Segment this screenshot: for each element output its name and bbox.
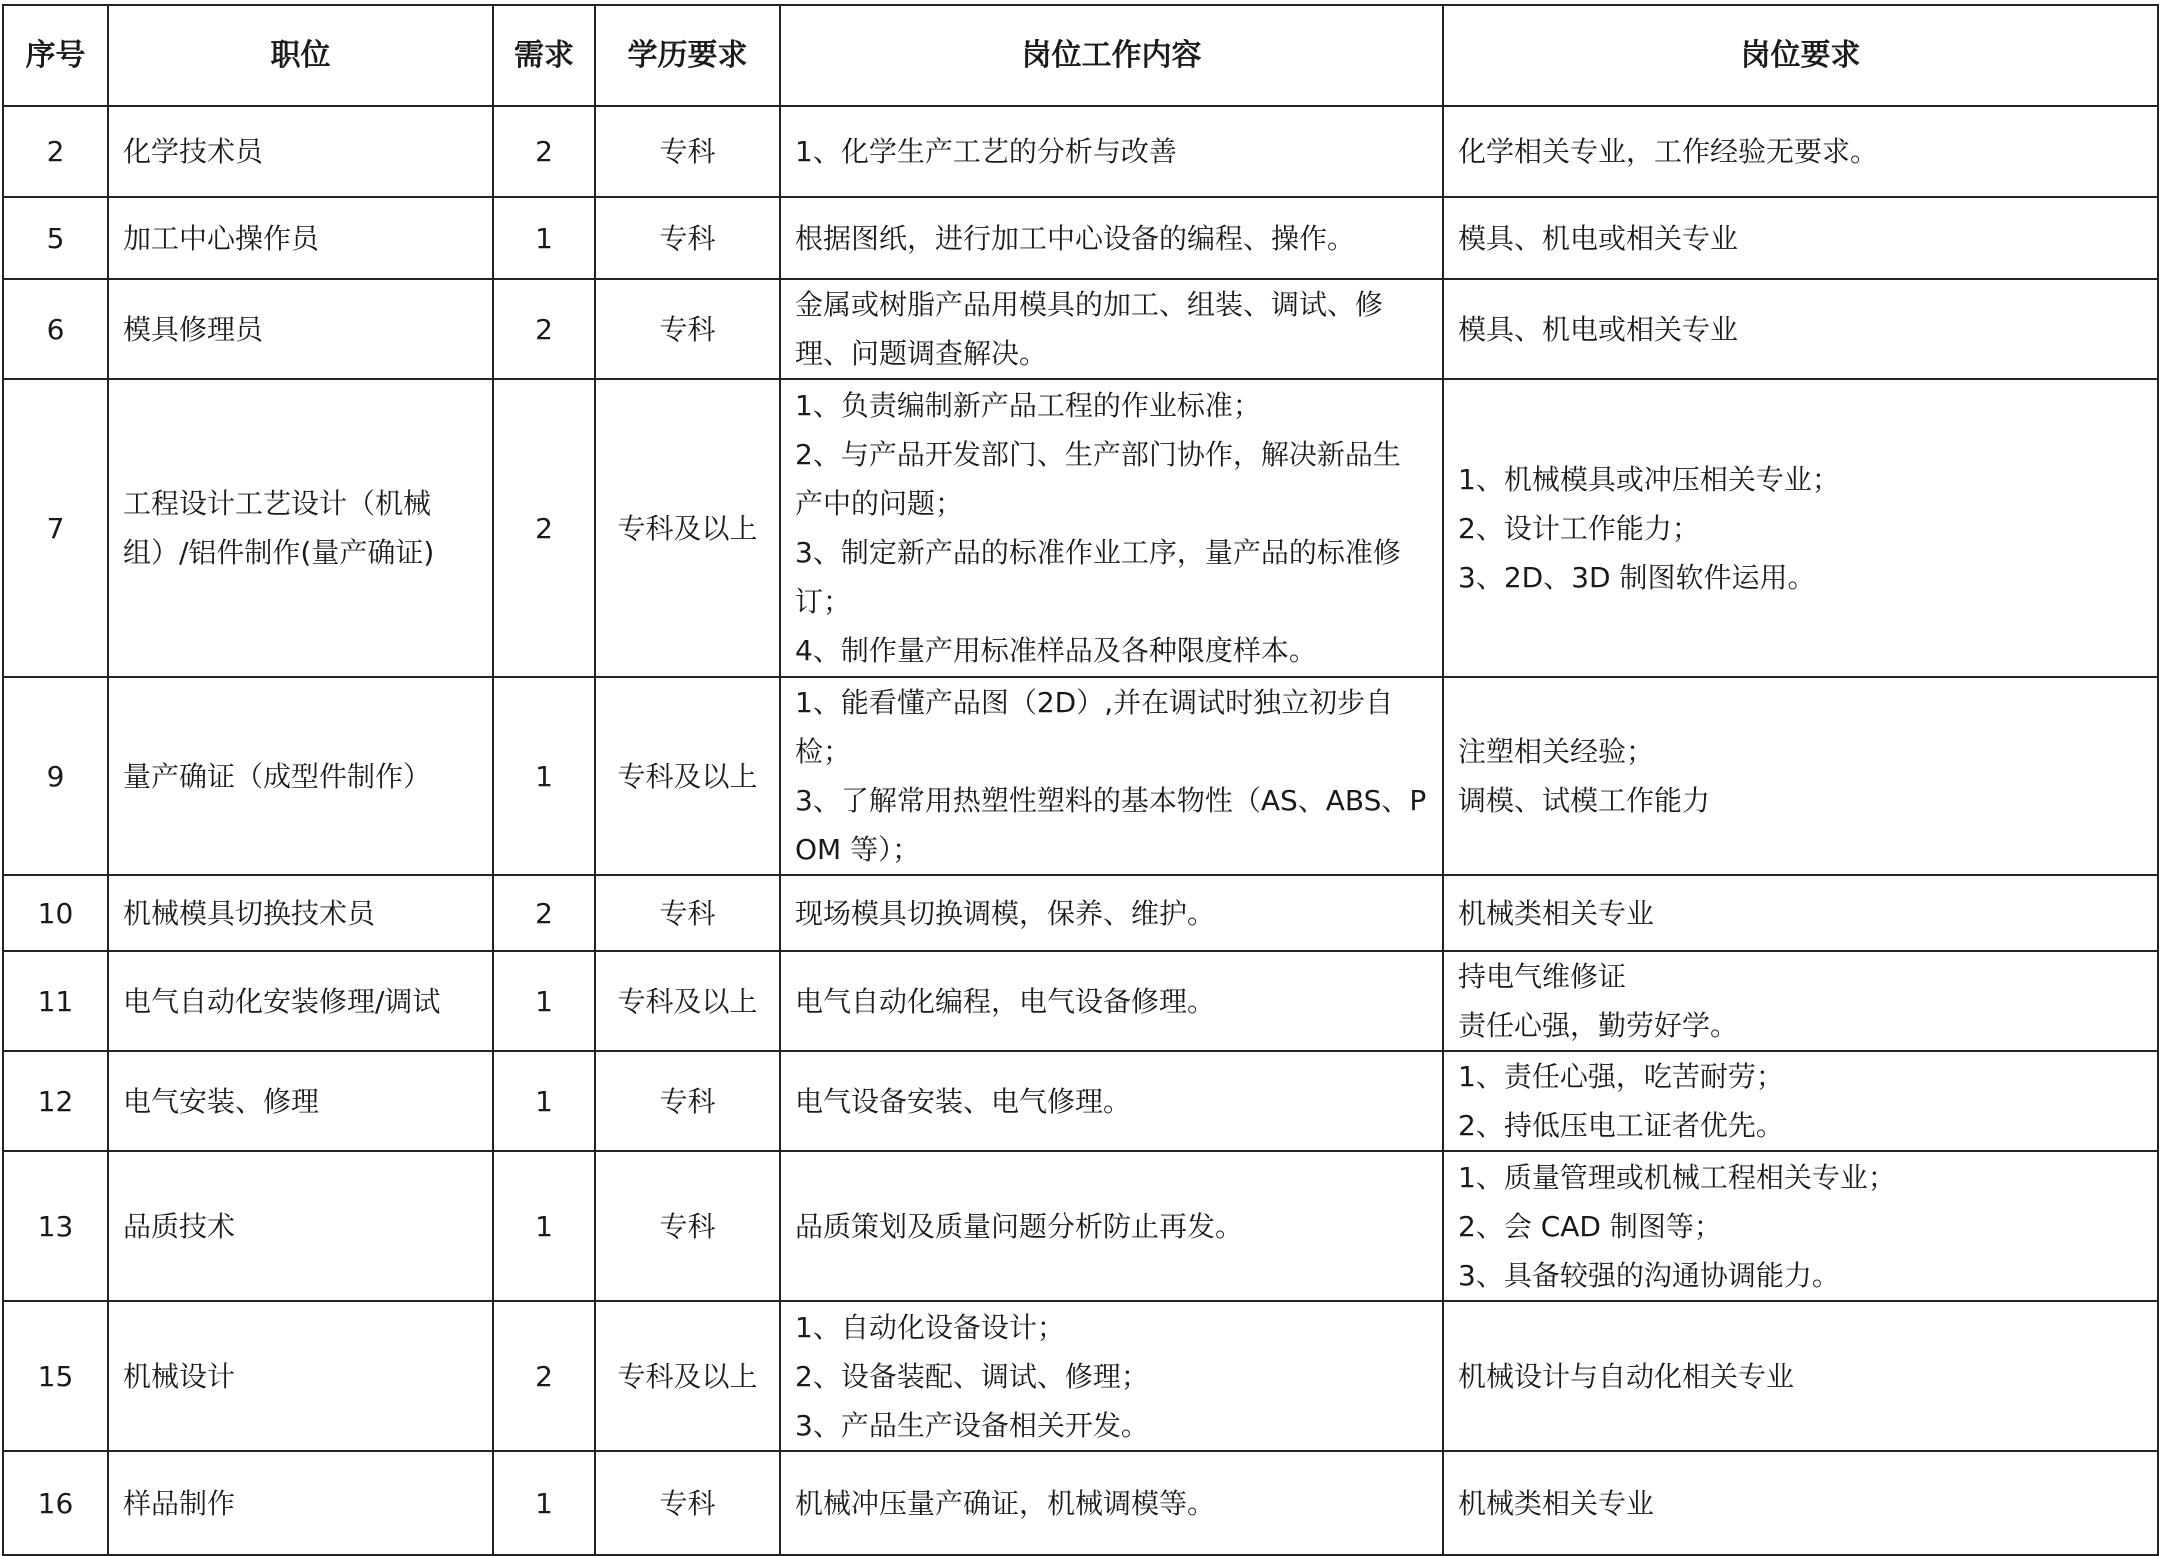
cell-edu-text: 专科 xyxy=(659,312,716,346)
cell-count-text: 1 xyxy=(535,1084,553,1118)
cell-count xyxy=(493,1051,595,1151)
header-row xyxy=(3,5,2158,106)
header-count: 需求 xyxy=(493,5,595,106)
cell-count xyxy=(493,197,595,279)
cell-no-text: 5 xyxy=(46,221,65,255)
cell-reqs-line: 注塑相关经验； xyxy=(1458,735,1655,768)
cell-edu-text: 专科及以上 xyxy=(617,984,758,1018)
cell-count-text: 2 xyxy=(535,135,553,168)
cell-title-text: 工程设计工艺设计（机械组）/铝件制作(量产确证) xyxy=(123,487,435,569)
cell-edu xyxy=(595,106,780,197)
header-no: 序号 xyxy=(3,5,108,106)
cell-reqs-line: 3、具备较强的沟通协调能力。 xyxy=(1458,1258,1840,1292)
cell-reqs xyxy=(1443,1151,2158,1301)
cell-title xyxy=(108,197,493,279)
cell-title xyxy=(108,875,493,951)
cell-duties-line: 机械冲压量产确证，机械调模等。 xyxy=(795,1486,1216,1520)
cell-reqs xyxy=(1443,379,2158,677)
cell-no xyxy=(3,1301,108,1451)
cell-count xyxy=(493,951,595,1051)
table-row xyxy=(3,106,2158,197)
cell-duties xyxy=(780,197,1443,279)
cell-no-text: 13 xyxy=(37,1209,74,1243)
cell-duties-line: 3、了解常用热塑性塑料的基本物性（AS、ABS、POM 等）； xyxy=(795,784,1427,866)
cell-duties-line: 4、制作量产用标准样品及各种限度样本。 xyxy=(795,634,1317,667)
cell-duties xyxy=(780,1151,1443,1301)
table-row xyxy=(3,875,2158,951)
cell-count-text: 2 xyxy=(535,896,553,930)
cell-reqs-line: 机械类相关专业 xyxy=(1458,896,1655,930)
cell-edu-text: 专科及以上 xyxy=(617,759,758,793)
cell-count xyxy=(493,1151,595,1301)
cell-reqs xyxy=(1443,1301,2158,1451)
cell-duties-line: 3、产品生产设备相关开发。 xyxy=(795,1408,1149,1442)
cell-count xyxy=(493,1301,595,1451)
cell-duties xyxy=(780,379,1443,677)
cell-title xyxy=(108,951,493,1051)
cell-reqs xyxy=(1443,197,2158,279)
cell-count-text: 1 xyxy=(535,984,553,1018)
cell-no xyxy=(3,951,108,1051)
cell-edu xyxy=(595,1451,780,1555)
table-row xyxy=(3,1051,2158,1151)
cell-duties-line: 电气自动化编程，电气设备修理。 xyxy=(795,984,1216,1018)
cell-reqs xyxy=(1443,279,2158,379)
cell-title xyxy=(108,1451,493,1555)
cell-title xyxy=(108,279,493,379)
cell-no xyxy=(3,106,108,197)
cell-duties-line: 品质策划及质量问题分析防止再发。 xyxy=(795,1209,1244,1243)
cell-reqs-line: 2、会 CAD 制图等； xyxy=(1458,1209,1722,1243)
cell-duties-line: 1、自动化设备设计； xyxy=(795,1310,1065,1344)
cell-reqs-line: 责任心强，勤劳好学。 xyxy=(1458,1009,1739,1042)
table-row xyxy=(3,677,2158,875)
cell-reqs-line: 1、责任心强，吃苦耐劳； xyxy=(1458,1060,1784,1093)
cell-duties xyxy=(780,951,1443,1051)
cell-duties xyxy=(780,106,1443,197)
cell-no xyxy=(3,379,108,677)
cell-edu-text: 专科及以上 xyxy=(617,1359,758,1393)
cell-no-text: 10 xyxy=(37,896,74,930)
cell-edu xyxy=(595,1151,780,1301)
cell-duties-line: 金属或树脂产品用模具的加工、组装、调试、修理、问题调查解决。 xyxy=(795,288,1384,370)
cell-no-text: 7 xyxy=(46,511,65,545)
cell-duties-line: 2、设备装配、调试、修理； xyxy=(795,1359,1149,1393)
cell-duties xyxy=(780,1051,1443,1151)
cell-edu-text: 专科 xyxy=(659,1486,716,1520)
header-duties: 岗位工作内容 xyxy=(780,5,1443,106)
cell-no-text: 2 xyxy=(46,135,65,168)
cell-reqs xyxy=(1443,677,2158,875)
cell-count xyxy=(493,379,595,677)
cell-count xyxy=(493,677,595,875)
cell-edu xyxy=(595,677,780,875)
cell-duties xyxy=(780,279,1443,379)
cell-duties-line: 2、与产品开发部门、生产部门协作，解决新品生产中的问题； xyxy=(795,438,1401,520)
cell-no-text: 15 xyxy=(37,1359,74,1393)
cell-count xyxy=(493,106,595,197)
cell-edu xyxy=(595,379,780,677)
cell-count xyxy=(493,279,595,379)
cell-reqs-line: 2、持低压电工证者优先。 xyxy=(1458,1109,1784,1142)
cell-reqs xyxy=(1443,106,2158,197)
cell-no-text: 12 xyxy=(37,1084,74,1118)
cell-reqs-line: 模具、机电或相关专业 xyxy=(1458,312,1739,346)
cell-no xyxy=(3,1451,108,1555)
cell-edu xyxy=(595,1301,780,1451)
cell-edu xyxy=(595,951,780,1051)
cell-reqs-line: 2、设计工作能力； xyxy=(1458,511,1700,545)
cell-duties-line: 现场模具切换调模，保养、维护。 xyxy=(795,896,1216,930)
cell-reqs-line: 模具、机电或相关专业 xyxy=(1458,221,1739,255)
cell-edu-text: 专科 xyxy=(659,896,716,930)
cell-duties-line: 根据图纸，进行加工中心设备的编程、操作。 xyxy=(795,221,1356,255)
cell-count-text: 2 xyxy=(535,1359,553,1393)
cell-reqs-line: 机械类相关专业 xyxy=(1458,1486,1655,1520)
cell-edu-text: 专科 xyxy=(659,1209,716,1243)
cell-no xyxy=(3,1051,108,1151)
cell-duties-line: 1、化学生产工艺的分析与改善 xyxy=(795,135,1177,168)
cell-no-text: 11 xyxy=(37,984,74,1018)
cell-edu-text: 专科及以上 xyxy=(617,511,758,545)
cell-no xyxy=(3,197,108,279)
cell-title xyxy=(108,379,493,677)
cell-reqs xyxy=(1443,951,2158,1051)
cell-count xyxy=(493,875,595,951)
job-table xyxy=(2,4,2159,1556)
cell-count-text: 1 xyxy=(535,759,553,793)
cell-duties xyxy=(780,875,1443,951)
cell-no xyxy=(3,279,108,379)
cell-title-text: 样品制作 xyxy=(123,1486,236,1520)
cell-duties-line: 3、制定新产品的标准作业工序，量产品的标准修订； xyxy=(795,536,1401,618)
cell-reqs-line: 机械设计与自动化相关专业 xyxy=(1458,1359,1795,1393)
table-row xyxy=(3,1451,2158,1555)
cell-no xyxy=(3,1151,108,1301)
cell-edu xyxy=(595,197,780,279)
table-row xyxy=(3,379,2158,677)
cell-duties-line: 1、负责编制新产品工程的作业标准； xyxy=(795,389,1261,422)
cell-title-text: 电气安装、修理 xyxy=(123,1084,320,1118)
table-row xyxy=(3,197,2158,279)
header-title: 职位 xyxy=(108,5,493,106)
cell-count-text: 1 xyxy=(535,221,553,255)
cell-reqs-line: 化学相关专业，工作经验无要求。 xyxy=(1458,135,1879,168)
cell-no xyxy=(3,875,108,951)
cell-title-text: 量产确证（成型件制作） xyxy=(123,759,432,793)
cell-duties xyxy=(780,677,1443,875)
cell-no-text: 9 xyxy=(46,759,65,793)
cell-count-text: 2 xyxy=(535,312,553,346)
cell-reqs-line: 3、2D、3D 制图软件运用。 xyxy=(1458,560,1816,594)
cell-count-text: 1 xyxy=(535,1209,553,1243)
header-edu: 学历要求 xyxy=(595,5,780,106)
cell-edu-text: 专科 xyxy=(659,1084,716,1118)
cell-title xyxy=(108,1301,493,1451)
cell-edu xyxy=(595,1051,780,1151)
cell-title-text: 品质技术 xyxy=(123,1209,236,1243)
cell-count-text: 2 xyxy=(535,511,553,545)
cell-title-text: 机械模具切换技术员 xyxy=(123,896,376,930)
cell-reqs xyxy=(1443,1051,2158,1151)
cell-title-text: 模具修理员 xyxy=(123,312,264,346)
cell-duties xyxy=(780,1451,1443,1555)
cell-title xyxy=(108,1151,493,1301)
table-row xyxy=(3,951,2158,1051)
cell-edu xyxy=(595,875,780,951)
table-row xyxy=(3,1301,2158,1451)
cell-title xyxy=(108,106,493,197)
cell-edu-text: 专科 xyxy=(659,135,716,168)
cell-title-text: 化学技术员 xyxy=(123,135,264,168)
cell-duties xyxy=(780,1301,1443,1451)
table-row xyxy=(3,1151,2158,1301)
cell-reqs-line: 1、质量管理或机械工程相关专业； xyxy=(1458,1160,1896,1194)
cell-title-text: 加工中心操作员 xyxy=(123,221,320,255)
cell-reqs-line: 持电气维修证 xyxy=(1458,960,1627,993)
cell-count xyxy=(493,1451,595,1555)
cell-no-text: 6 xyxy=(46,312,65,346)
header-reqs: 岗位要求 xyxy=(1443,5,2158,106)
cell-duties-line: 电气设备安装、电气修理。 xyxy=(795,1084,1132,1118)
cell-reqs xyxy=(1443,875,2158,951)
cell-title xyxy=(108,677,493,875)
cell-count-text: 1 xyxy=(535,1486,553,1520)
cell-title xyxy=(108,1051,493,1151)
table-row xyxy=(3,279,2158,379)
cell-no xyxy=(3,677,108,875)
cell-duties-line: 1、能看懂产品图（2D）,并在调试时独立初步自检； xyxy=(795,686,1394,768)
cell-reqs-line: 1、机械模具或冲压相关专业； xyxy=(1458,462,1840,496)
cell-edu xyxy=(595,279,780,379)
cell-title-text: 机械设计 xyxy=(123,1359,236,1393)
cell-reqs-line: 调模、试模工作能力 xyxy=(1458,784,1711,817)
cell-no-text: 16 xyxy=(37,1486,74,1520)
cell-edu-text: 专科 xyxy=(659,221,716,255)
cell-reqs xyxy=(1443,1451,2158,1555)
cell-title-text: 电气自动化安装修理/调试 xyxy=(123,984,441,1018)
